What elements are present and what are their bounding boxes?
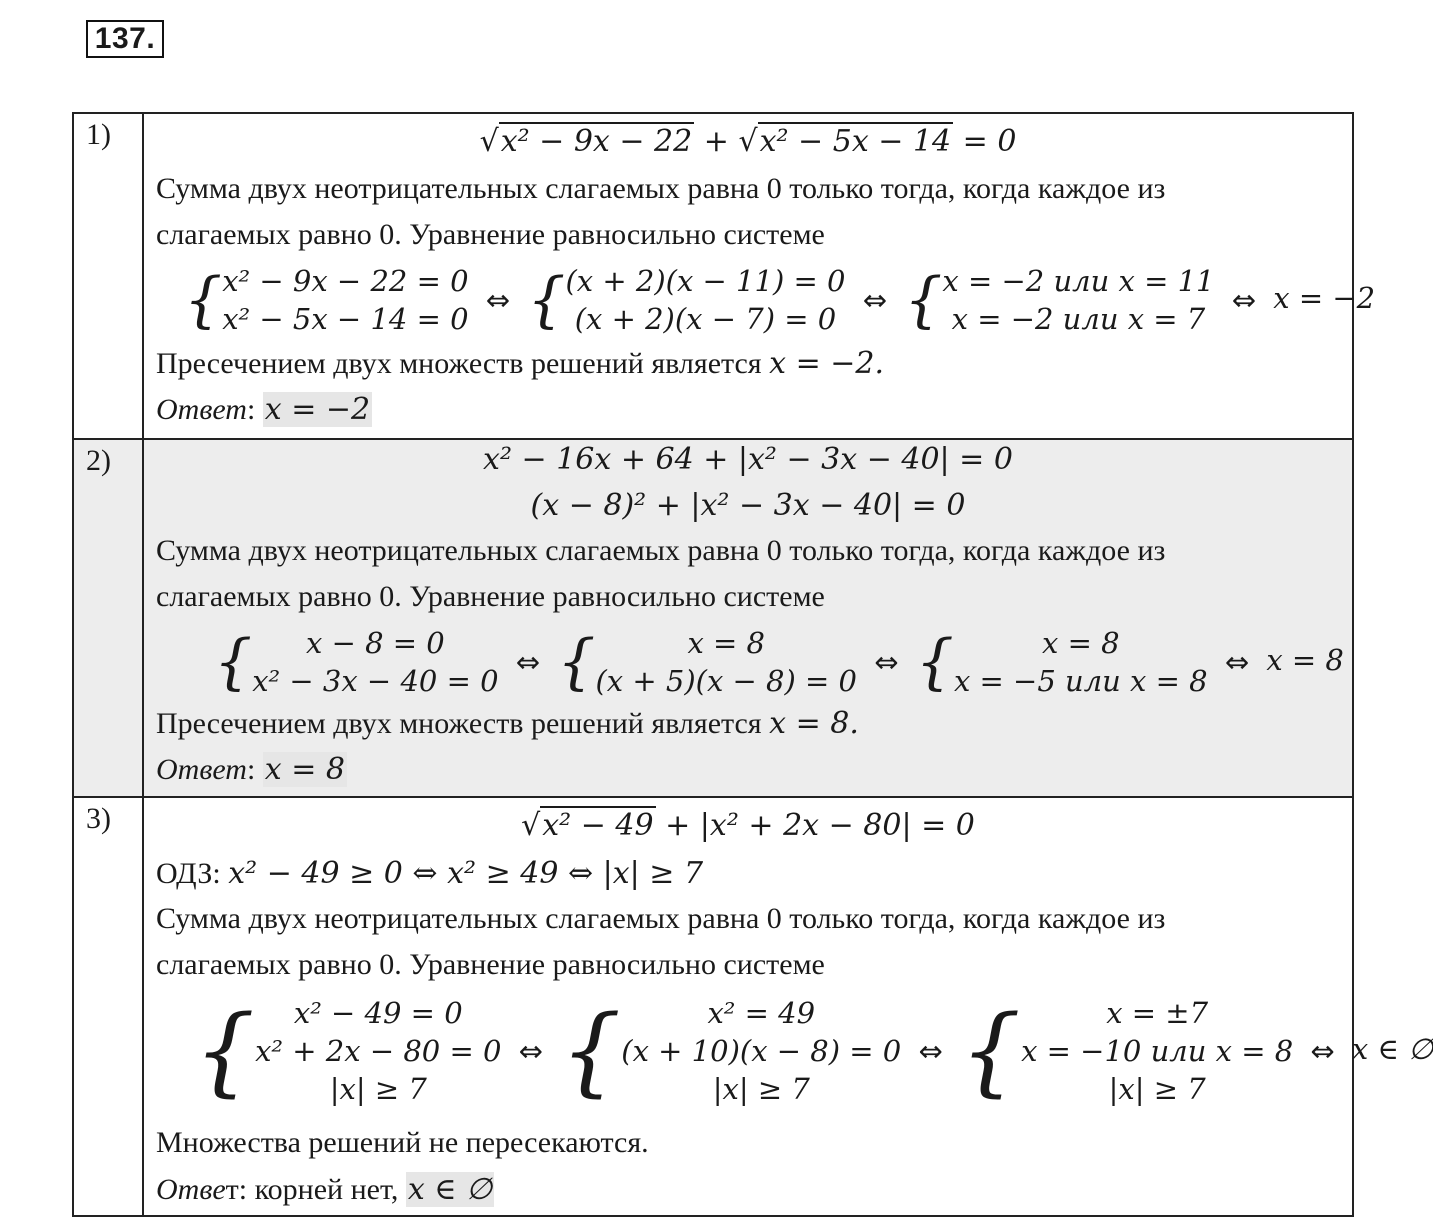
system-2: (x + 2)(x − 11) = 0 (x + 2)(x − 7) = 0: [565, 264, 846, 336]
answer-line: Ответ: x = −2: [156, 392, 371, 427]
equivalence-arrow: ⇔: [1231, 283, 1257, 317]
equivalence-arrow: ⇔: [515, 645, 541, 679]
equation-system: [194, 994, 1433, 1108]
solution-row-3: [74, 798, 1433, 1215]
sqrt-term: √x² − 9x − 22: [479, 124, 693, 159]
intersection-line: Пресечением двух множеств решений является x = −2.: [156, 346, 885, 381]
system-3: x = 8 x = −5 или x = 8: [953, 626, 1208, 698]
left-brace: {: [960, 995, 1022, 1107]
odz-line: ОДЗ: x² − 49 ≥ 0 ⇔ x² ≥ 49 ⇔ |x| ≥ 7: [156, 856, 704, 891]
equivalence-arrow: ⇔: [485, 283, 511, 317]
left-brace: {: [915, 627, 954, 697]
equation-rhs: + |x² + 2x − 80| = 0: [655, 808, 975, 843]
equivalence-arrow: ⇔: [918, 1034, 943, 1068]
row-body: [144, 114, 1376, 438]
solution-row-2: [74, 440, 1352, 798]
equation-rhs: = 0: [953, 124, 1017, 159]
answer-label: Отве: [156, 1173, 226, 1206]
equivalence-arrow: ⇔: [1224, 645, 1250, 679]
system-result: x = −2: [1273, 281, 1376, 315]
row-label: 1): [74, 114, 144, 438]
answer-line: Ответ: x = 8: [156, 752, 345, 787]
left-brace: {: [557, 627, 596, 697]
answer-label: Ответ: [156, 393, 247, 426]
equation-system: [214, 624, 1344, 700]
left-brace: {: [214, 627, 253, 697]
solution-row-1: [74, 114, 1376, 440]
left-brace: {: [904, 265, 943, 335]
equivalence-arrow: ⇔: [874, 645, 899, 679]
left-brace: {: [560, 995, 622, 1107]
answer-value: x = 8: [264, 752, 345, 787]
intersection-line: Пресечением двух множеств решений является x = 8.: [156, 706, 859, 741]
equation: [144, 124, 1352, 159]
explanation-line-1: Сумма двух неотрицательных слагаемых равна 0 только тогда, когда каждое из: [156, 172, 1166, 205]
sqrt-term: √x² − 49: [521, 808, 654, 843]
system-1: x² − 49 = 0 x² + 2x − 80 = 0 |x| ≥ 7: [255, 996, 502, 1106]
equation: x² − 16x + 64 + |x² − 3x − 40| = 0: [483, 442, 1013, 477]
explanation-line-2: слагаемых равно 0. Уравнение равносильно системе: [156, 218, 825, 251]
explanation-line-1: Сумма двух неотрицательных слагаемых равна 0 только тогда, когда каждое из: [156, 902, 1166, 935]
equivalence-arrow: ⇔: [518, 1034, 543, 1068]
answer-value: x ∈ ∅: [407, 1172, 493, 1207]
left-brace: {: [184, 265, 223, 335]
system-1: x² − 9x − 22 = 0 x² − 5x − 14 = 0: [222, 264, 469, 336]
sqrt-term: √x² − 5x − 14: [738, 124, 952, 159]
system-2: x² = 49 (x + 10)(x − 8) = 0 |x| ≥ 7: [621, 996, 902, 1106]
plus-sign: +: [694, 124, 739, 159]
explanation-line-2: слагаемых равно 0. Уравнение равносильно системе: [156, 948, 825, 981]
answer-value: x = −2: [264, 392, 371, 427]
system-3: x = −2 или x = 11 x = −2 или x = 7: [942, 264, 1215, 336]
equation-rewritten: (x − 8)² + |x² − 3x − 40| = 0: [530, 488, 966, 523]
problem-number: 137.: [86, 20, 164, 58]
equivalence-arrow: ⇔: [862, 283, 887, 317]
row-label: 3): [74, 798, 144, 1215]
system-3: x = ±7 x = −10 или x = 8 |x| ≥ 7: [1021, 996, 1294, 1106]
explanation-line-2: слагаемых равно 0. Уравнение равносильно системе: [156, 580, 825, 613]
answer-label: Ответ: [156, 753, 247, 786]
equation: [144, 808, 1352, 843]
row-body: [144, 798, 1433, 1215]
radicand: x² − 9x − 22: [500, 124, 693, 159]
radicand: x² − 49: [542, 808, 654, 843]
system-result: x = 8: [1266, 643, 1344, 677]
row-label: 2): [74, 440, 144, 796]
solution-table: [72, 112, 1433, 1217]
system-2: x = 8 (x + 5)(x − 8) = 0: [595, 626, 858, 698]
left-brace: {: [527, 265, 566, 335]
explanation-line-1: Сумма двух неотрицательных слагаемых равна 0 только тогда, когда каждое из: [156, 534, 1166, 567]
equation-system: [184, 262, 1375, 338]
equivalence-arrow: ⇔: [1310, 1034, 1335, 1068]
system-1: x − 8 = 0 x² − 3x − 40 = 0: [252, 626, 499, 698]
row-body: [144, 440, 1352, 796]
left-brace: {: [194, 995, 256, 1107]
radicand: x² − 5x − 14: [759, 124, 952, 159]
system-result: x ∈ ∅: [1351, 1032, 1433, 1066]
answer-line: Ответ: корней нет, x ∈ ∅: [156, 1172, 493, 1207]
conclusion-line: Множества решений не пересекаются.: [156, 1126, 649, 1159]
